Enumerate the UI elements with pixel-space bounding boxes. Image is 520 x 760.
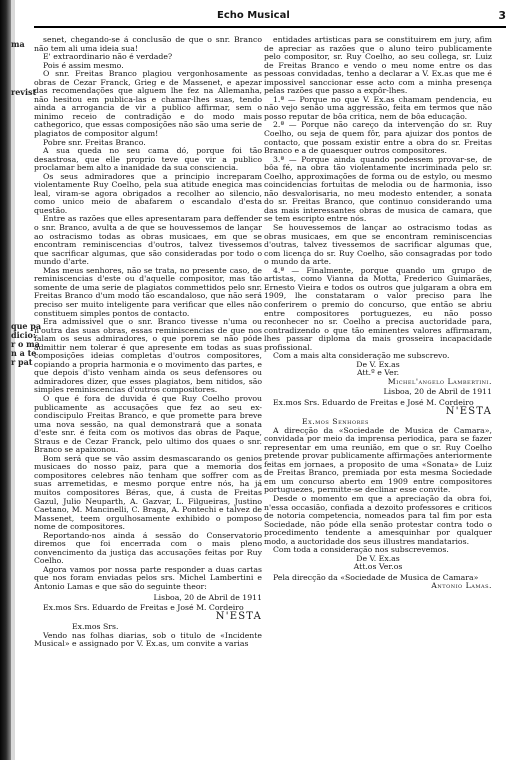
left-column — [34, 36, 262, 756]
right-column-paragraph: Com toda a consideração nos subscrevemos. — [273, 545, 449, 555]
right-column-paragraph: Ex.mos Senhores — [302, 417, 369, 427]
adjacent-page-fragment: revist — [11, 87, 37, 97]
right-column-paragraph: 4.ª — Finalmente, porque quando um grupo de artistas, como Vianna da Motta, Frederico Guimarães, Ernesto Vieira e todos os outros que julgaram a obra em 1909, lhe constataram o valor preciso para lhe conferirem o premio do concurso, que então se abriu entre compositores portuguezes, eu não posso reconhecer no sr. Coelho a precisa auctoridade para, contradizendo o que tão eminentes valores affirmaram, lhes passar diploma da mais grosseira incapacidade profissional. — [264, 265, 492, 352]
left-column-paragraph: Ex.mos Srs. — [72, 622, 119, 632]
adjacent-page-fragment: que pa — [11, 321, 42, 331]
right-column-paragraph: Michel'angelo Lambertini. — [387, 376, 492, 386]
right-column-paragraph: 3.ª — Porque ainda quando podessem provar-se, de bôa fé, na obra tão violentamente incriminada pelo sr. Coelho, approximações de forma ou de estylo, ou mesmo coincidencias fortuitas de melodia ou de harmonia, isso não desvalorisaria, no meu modesto entender, a sonata do sr. Freitas Branco, que continuo considerando uma das mais interessantes obras de musica de camara, que se tem escripto entre nós. — [264, 154, 492, 224]
right-column-paragraph: Att.º e Ver. — [356, 368, 400, 378]
left-column-paragraph: Bom será que se vão assim desmascarando os genios musicaes do nosso paiz, para que a memoria dos compositores celebres não tenham que soffrer com as suas arremetidas, e mesmo porque entre nós, ha já muitos compositores Béras, que, á custa de Freitas Gazul, Julio Neuparth, A. Gazvar, L. Filgueiras, Justino Caetano, M. Mancinelli, C. Braga, A. Pontechi e talvez de Massenet, teem orgulhosamente exhibido o pomposo nome de compositores. — [34, 453, 262, 532]
page-header — [32, 10, 506, 24]
right-column — [264, 36, 492, 756]
left-column-paragraph: E' extraordinario não é verdade? — [43, 52, 173, 62]
adjacent-page-fragment: ma — [11, 39, 25, 49]
left-column-paragraph: Reportando-nos ainda á sessão do Conservatorio diremos que foi encerrada com o mais pleno convencimento da justiça das accusações feitas por Ruy Coelho. — [34, 530, 262, 566]
left-column-paragraph: Pois é assim mesmo. — [43, 60, 124, 70]
right-column-paragraph: Se houvessemos de lançar ao ostracismo todas as obras musicaes, em que se encontram reminiscencias d'outras, talvez tivessemos de sacrificar algumas que, com licença do sr. Ruy Coelho, são consagradas por todo o mundo da arte. — [264, 223, 492, 267]
left-column-paragraph: Os seus admiradores que a principio increparam violentamente Ruy Coelho, pela sua atitude enegica mas leal, viram-se agora obrigados a recolher ao silencio, como unico meio de abafarem o escandalo d'esta questão. — [34, 171, 262, 215]
left-column-paragraph: Lisboa, 20 de Abril de 1911 — [153, 592, 262, 602]
right-column-paragraph: A direcção da «Sociedade de Musica de Camara», convidada por meio da imprensa periodica, para se fazer representar em uma reunião, em que o sr. Ruy Coelho pretende provar publicamente affirmações anteriormente feitas em jornaes, a proposito de uma «Sonata» de Luiz de Freitas Branco, premiada por esta mesma Sociedade em um concurso aberto em 1909 entre compositores portuguezes, permitte-se declinar esse convite. — [264, 425, 492, 495]
right-column-paragraph: 1.ª — Porque no que V. Ex.as chamam pendencia, eu não vejo senão uma aggressão, feita em termos que não posso reputar de bôa critica, nem de bôa educação. — [264, 94, 492, 121]
right-column-paragraph: De V. Ex.as — [356, 553, 400, 563]
running-title: Echo Musical — [217, 10, 290, 21]
right-column-paragraph: Lisboa, 20 de Abril de 1911 — [383, 387, 492, 397]
left-column-paragraph: Agora vamos por nossa parte responder a duas cartas que nos foram enviadas pelos srs. Michel Lambertini e Antonio Lamas e que são do seguinte theor: — [34, 564, 262, 591]
right-column-paragraph: Desde o momento em que a apreciação da obra foi, n'essa occasião, confiada a dezoito professores e criticos de notoria competencia, nomeados para tal fim por esta Sociedade, não póde ella senão protestar contra todo o procedimento tendente a amesquinhar por qualquer modo, a auctoridade dos seus illustres mandatarios. — [264, 493, 492, 546]
left-column-paragraph: senet, chegando-se á conclusão de que o snr. Branco não tem ali uma ideia sua! — [34, 35, 262, 53]
adjacent-page-fragment: dicio: — [11, 330, 36, 340]
left-column-paragraph: Pobre snr. Freitas Branco. — [43, 137, 146, 147]
left-column-paragraph: Ex.mos Srs. Eduardo de Freitas e José M. Cordeiro — [43, 603, 244, 613]
right-column-paragraph: entidades artisticas para se constituirem em jury, afim de apreciar as razões que o aluno teiro publicamente pelo compositor, sr. Ruy Coelho, ao seu collega, sr. Luiz de Freitas Branco e vendo o meu nome entre os das pessoas convidadas, tenho a declarar a V. Ex.as que me é impossivel sanccionar esse acto com a minha presença pelas razões que passo a expôr-lhes. — [264, 35, 492, 96]
adjacent-page-fragment: r o ma — [11, 339, 40, 349]
page-number: 3 — [498, 9, 506, 22]
left-column-paragraph: O snr. Freitas Branco plagiou vergonhosamente as obras de Cezar Franck, Grieg e de Massenet, e apezar das recomendações que alguem lhe fez na Allemanha, não hesitou em publica-las e chamar-lhes suas, tendo ainda a arrogancia de vir a publico affirmar, sem o minimo receio de contradição e do modo mais cathegorico, que essas composições não são uma serie de plagiatos de compositor algum! — [34, 69, 262, 139]
left-column-paragraph: Vendo nas folhas diarias, sob o titulo de «Incidente Musical» e assignado por V. Ex.as, um convite a varias — [34, 630, 262, 649]
right-column-paragraph: Ex.mos Srs. Eduardo de Freitas e José M. Cordeiro — [273, 397, 474, 407]
left-column-paragraph: O que é fora de duvida é que Ruy Coelho provou publicamente as accusações que fez ao seu ex-condiscipulo Freitas Branco, e que promette para breve uma nova sessão, na qual demonstrará que a sonata d'este snr. é feita com os motivos das obras de Paque, Straus e de Cezar Franck, pelo ultimo dos quaes o snr. Branco se apaixonou. — [34, 393, 262, 455]
right-column-paragraph: Com a mais alta consideração me subscrevo. — [273, 351, 450, 361]
right-column-paragraph: N'ESTA — [445, 405, 492, 417]
left-column-paragraph: Entre as razões que elles apresentaram para deffender o snr. Branco, avulta a de que se houvessemos de lançar ao ostracismo todas as obras musicaes, em que se encontram reminiscencias d'outros, talvez tivessemos que sacrificar algumas, que são consideradas por todo o mundo d'arte. — [34, 214, 262, 267]
left-column-paragraph: Mas meus senhores, não se trata, no presente caso, de reminiscencias d'este ou d'aquelle compositor, mas tão somente de uma serie de plagiatos commettidos pelo snr. Freitas Branco d'um modo tão escandaloso, que não será preciso ser muito inteligente para verificar que elles não constituem simples pontos de contacto. — [34, 265, 262, 318]
right-column-paragraph: De V. Ex.as — [356, 359, 400, 369]
right-column-paragraph: Antonio Lamas. — [431, 581, 492, 591]
right-column-paragraph: Att.os Ver.os — [353, 562, 403, 572]
header-rule — [34, 26, 506, 28]
book-spine — [0, 0, 11, 760]
right-column-paragraph: Pela direcção da «Sociedade de Musica de Camara» — [273, 572, 479, 582]
adjacent-page-fragment: n a te — [11, 348, 37, 358]
left-column-paragraph: Era admissivel que o snr. Branco tivesse n'uma ou n'outra das suas obras, essas reminiscencias de que nos falam os seus admiradores, o que porem se não póde admittir nem tolerar é que apresente em todas as suas composições ideias completas d'outros compositores, copiando a propria harmonia e o movimento das partes, e que depois d'isto venham ainda os seus defensores ou admiradores dizer, que esses plagiatos, bem nitidos, são simples reminiscencias d'outros compositores. — [34, 317, 262, 395]
left-column-paragraph: N'ESTA — [215, 610, 262, 622]
left-column-paragraph: A sua queda no seu cama dó, porque foi tão desastrosa, que elle proprio teve que vir a publico proclamar bem alto a inanidade da sua consciencia. — [34, 146, 262, 173]
adjacent-page-fragment: r pat — [11, 357, 33, 367]
right-column-paragraph: 2.ª — Porque não careço da intervenção do sr. Ruy Coelho, ou seja de quem fôr, para ajuizar dos pontos de contacto, que possam existir entre a obra do sr. Freitas Branco e a de quaesquer outros compositores. — [264, 120, 492, 156]
page-gutter — [11, 0, 15, 760]
